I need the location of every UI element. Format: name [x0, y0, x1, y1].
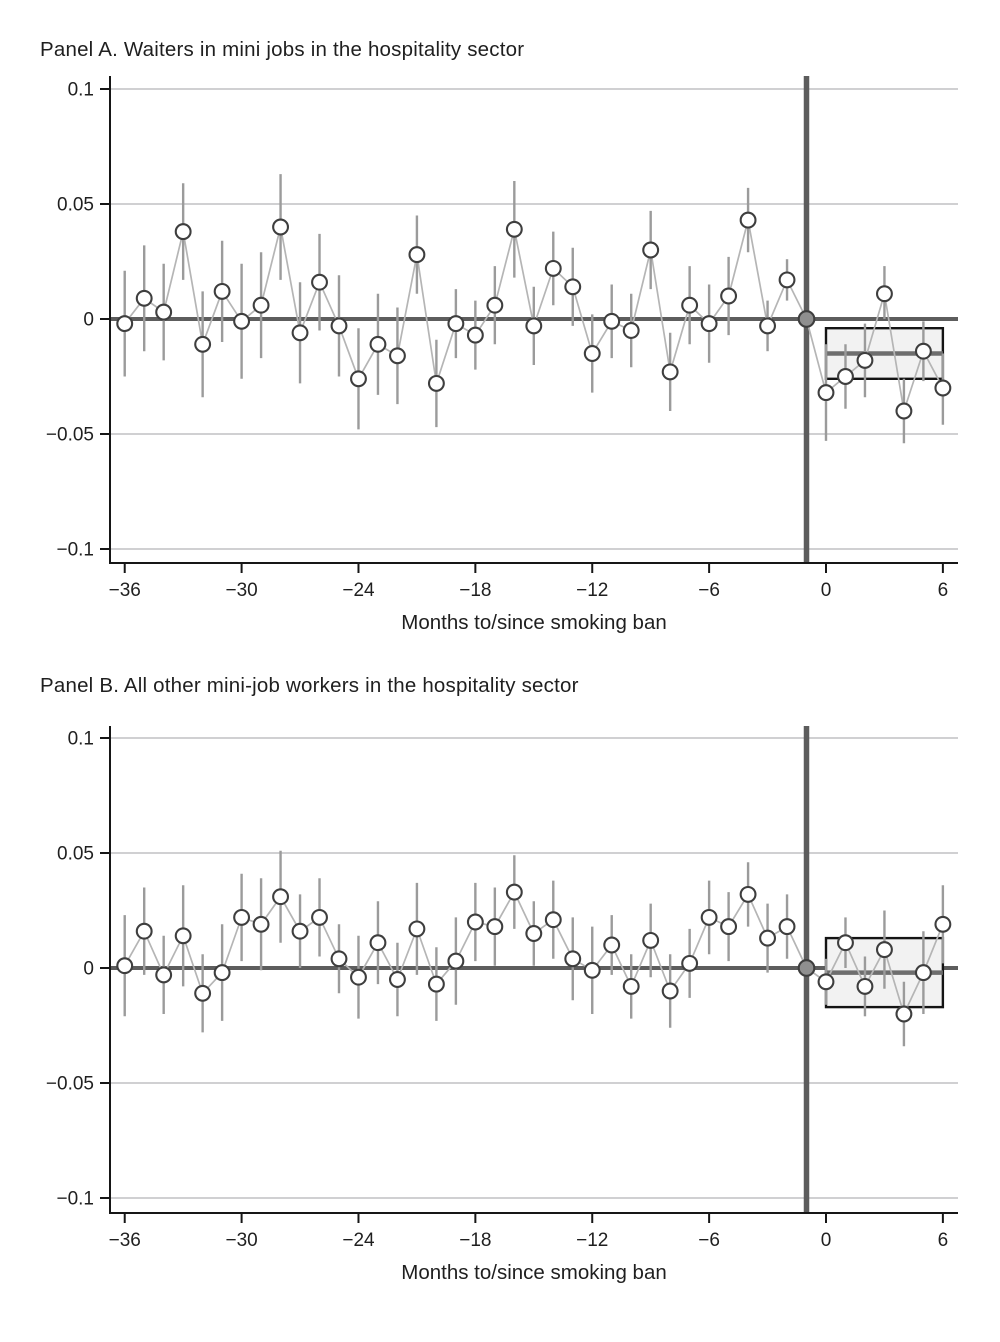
y-tick-label: 0 — [83, 958, 94, 980]
data-point-marker — [741, 213, 756, 228]
data-point-marker — [215, 284, 230, 299]
panel-a-plot — [46, 76, 958, 601]
data-point-marker — [468, 915, 483, 930]
data-point-marker — [565, 279, 580, 294]
panel-b-title: Panel B. All other mini-job workers in the hospitality sector — [40, 674, 579, 697]
data-point-marker — [702, 910, 717, 925]
data-point-marker — [390, 972, 405, 987]
data-point-marker — [935, 381, 950, 396]
x-tick-label: 0 — [820, 1230, 832, 1251]
y-tick-label: 0.1 — [67, 79, 94, 101]
data-point-marker — [156, 968, 171, 983]
data-point-marker — [585, 963, 600, 978]
data-point-marker — [780, 273, 795, 288]
data-point-marker — [877, 942, 892, 957]
x-tick-label: −36 — [108, 580, 141, 601]
data-point-marker — [176, 224, 191, 239]
x-tick-label: −36 — [108, 1230, 141, 1251]
panel-b-x-axis-title: Months to/since smoking ban — [401, 1261, 667, 1284]
data-point-marker — [137, 291, 152, 306]
data-point-marker — [624, 323, 639, 338]
data-point-marker — [117, 316, 132, 331]
data-point-marker — [293, 325, 308, 340]
data-point-marker — [195, 986, 210, 1001]
data-point-marker — [254, 917, 269, 932]
data-point-marker — [741, 887, 756, 902]
data-point-marker — [195, 337, 210, 352]
panel-a-x-axis-title: Months to/since smoking ban — [401, 611, 667, 634]
data-point-marker — [663, 984, 678, 999]
data-point-marker — [897, 1007, 912, 1022]
data-point-marker — [371, 935, 386, 950]
data-point-marker — [137, 924, 152, 939]
x-tick-label: −6 — [698, 1230, 720, 1251]
data-point-marker — [273, 220, 288, 235]
y-tick-label: 0.05 — [57, 843, 94, 865]
x-tick-label: 6 — [937, 580, 949, 601]
data-point-marker — [916, 965, 931, 980]
data-point-marker — [663, 365, 678, 380]
reference-point-marker — [799, 960, 815, 976]
data-point-marker — [410, 247, 425, 262]
data-point-marker — [604, 314, 619, 329]
y-tick-label: 0 — [83, 309, 94, 331]
data-point-marker — [897, 404, 912, 419]
x-tick-label: −24 — [342, 1230, 375, 1251]
y-tick-label: 0.05 — [57, 194, 94, 216]
data-point-marker — [819, 385, 834, 400]
data-point-marker — [351, 371, 366, 386]
data-point-marker — [234, 314, 249, 329]
data-point-marker — [254, 298, 269, 313]
data-point-marker — [507, 222, 522, 237]
y-tick-label: −0.1 — [56, 539, 94, 561]
data-point-marker — [760, 319, 775, 334]
x-tick-label: −12 — [576, 580, 609, 601]
y-tick-label: −0.1 — [56, 1188, 94, 1210]
data-point-marker — [877, 286, 892, 301]
data-point-marker — [721, 919, 736, 934]
data-point-marker — [702, 316, 717, 331]
data-point-marker — [507, 885, 522, 900]
data-point-marker — [935, 917, 950, 932]
data-point-marker — [604, 938, 619, 953]
data-point-marker — [585, 346, 600, 361]
data-point-marker — [546, 261, 561, 276]
y-tick-label: −0.05 — [45, 424, 94, 446]
data-point-marker — [682, 956, 697, 971]
data-point-marker — [312, 910, 327, 925]
data-point-marker — [273, 889, 288, 904]
data-point-marker — [819, 974, 834, 989]
x-tick-label: 6 — [937, 1230, 949, 1251]
reference-point-marker — [799, 311, 815, 327]
data-point-marker — [916, 344, 931, 359]
data-point-marker — [410, 922, 425, 937]
data-point-marker — [487, 298, 502, 313]
x-tick-label: 0 — [820, 580, 832, 601]
data-point-marker — [565, 951, 580, 966]
data-point-marker — [176, 928, 191, 943]
data-point-marker — [838, 369, 853, 384]
data-point-marker — [293, 924, 308, 939]
data-point-marker — [332, 951, 347, 966]
x-tick-label: −18 — [459, 580, 492, 601]
data-point-marker — [858, 979, 873, 994]
data-point-marker — [643, 243, 658, 258]
x-tick-label: −30 — [225, 580, 258, 601]
panel-b-plot — [46, 726, 958, 1251]
data-point-marker — [721, 289, 736, 304]
data-point-marker — [526, 926, 541, 941]
data-point-marker — [215, 965, 230, 980]
x-tick-label: −18 — [459, 1230, 492, 1251]
data-point-marker — [117, 958, 132, 973]
data-point-marker — [371, 337, 386, 352]
y-tick-label: −0.05 — [45, 1073, 94, 1095]
x-tick-label: −30 — [225, 1230, 258, 1251]
data-point-marker — [468, 328, 483, 343]
x-tick-label: −6 — [698, 580, 720, 601]
data-point-marker — [156, 305, 171, 320]
data-point-marker — [624, 979, 639, 994]
data-point-marker — [643, 933, 658, 948]
y-tick-label: 0.1 — [67, 728, 94, 750]
data-point-marker — [332, 319, 347, 334]
data-point-marker — [234, 910, 249, 925]
data-point-marker — [390, 348, 405, 363]
data-point-marker — [429, 977, 444, 992]
data-point-marker — [526, 319, 541, 334]
panel-a-title: Panel A. Waiters in mini jobs in the hospitality sector — [40, 38, 525, 61]
data-point-marker — [858, 353, 873, 368]
x-tick-label: −12 — [576, 1230, 609, 1251]
data-point-marker — [682, 298, 697, 313]
data-point-marker — [351, 970, 366, 985]
data-point-marker — [312, 275, 327, 290]
data-point-marker — [448, 316, 463, 331]
data-point-marker — [429, 376, 444, 391]
data-point-marker — [780, 919, 795, 934]
data-point-marker — [760, 931, 775, 946]
data-point-marker — [838, 935, 853, 950]
data-point-marker — [546, 912, 561, 927]
data-point-marker — [487, 919, 502, 934]
x-tick-label: −24 — [342, 580, 375, 601]
data-point-marker — [448, 954, 463, 969]
